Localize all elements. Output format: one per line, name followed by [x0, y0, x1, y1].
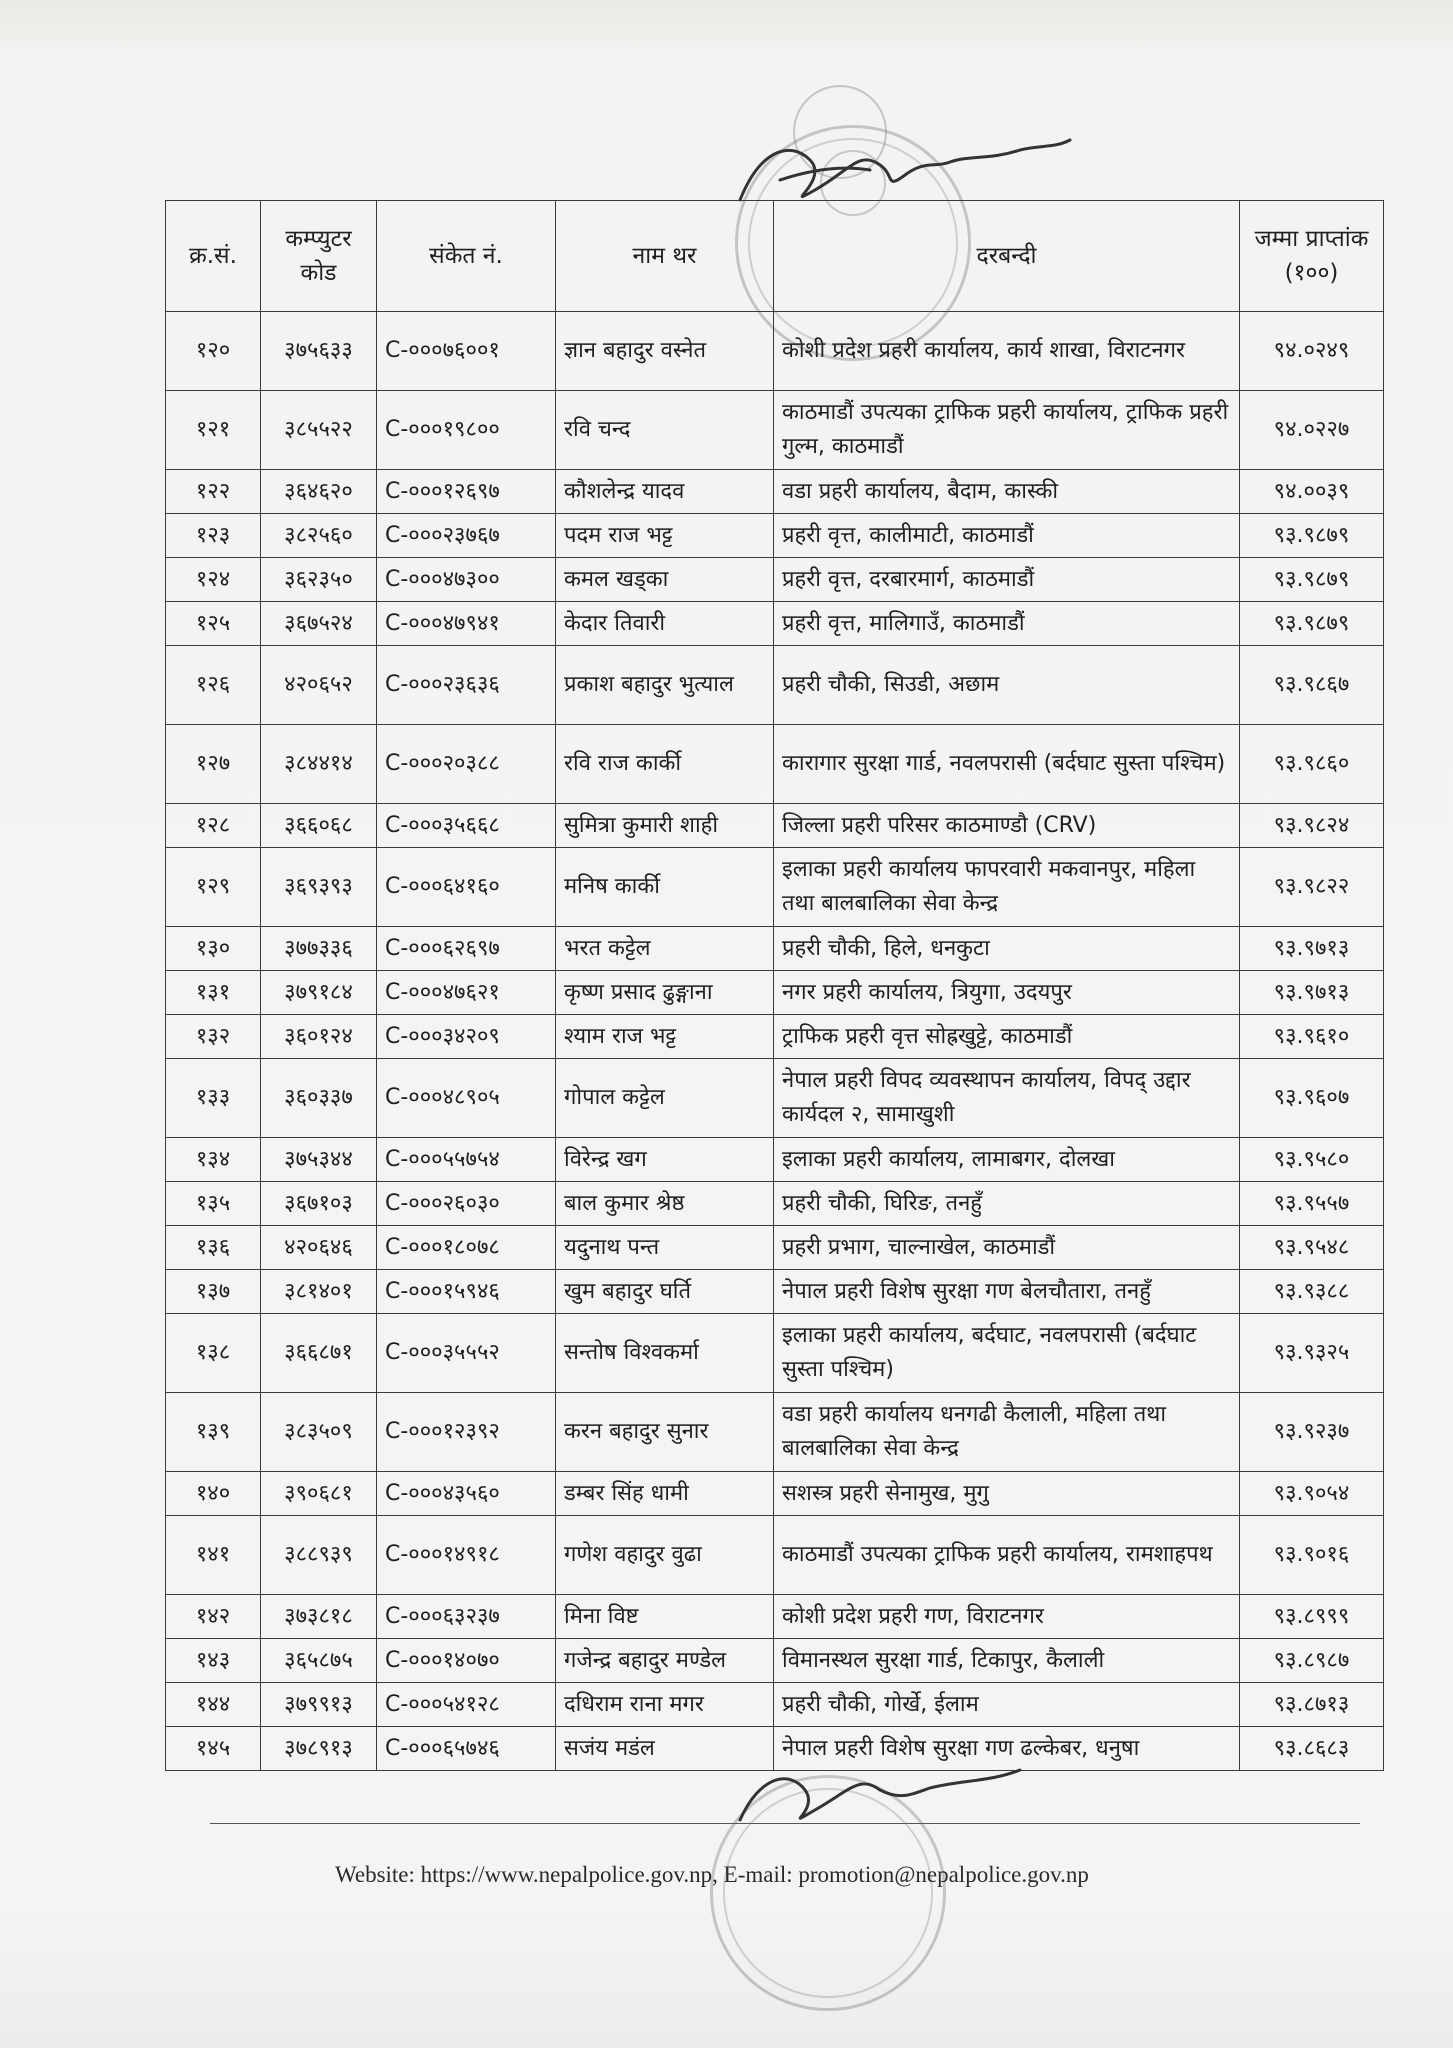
cell-sn: १४४	[166, 1683, 261, 1727]
cell-computer-code: ३८३५०९	[261, 1393, 377, 1472]
cell-sn: १२२	[166, 470, 261, 514]
cell-computer-code: ३७५६३३	[261, 312, 377, 391]
cell-symbol-no: C-०००२६०३०	[377, 1182, 556, 1226]
cell-symbol-no: C-०००५५७५४	[377, 1138, 556, 1182]
table-row	[166, 391, 1384, 470]
cell-computer-code: ३८४४१४	[261, 725, 377, 804]
table-row	[166, 1226, 1384, 1270]
cell-total-score: ९३.९८६७	[1240, 646, 1384, 725]
cell-name: भरत कट्टेल	[556, 927, 774, 971]
cell-computer-code: ३८८९३९	[261, 1516, 377, 1595]
cell-computer-code: ४२०६५२	[261, 646, 377, 725]
cell-symbol-no: C-०००४७३००	[377, 558, 556, 602]
table-row	[166, 1270, 1384, 1314]
cell-posting: प्रहरी चौकी, गोर्खे, ईलाम	[774, 1683, 1240, 1727]
cell-posting: प्रहरी चौकी, हिले, धनकुटा	[774, 927, 1240, 971]
cell-sn: १४२	[166, 1595, 261, 1639]
header-sn: क्र.सं.	[166, 201, 261, 312]
cell-sn: १४३	[166, 1639, 261, 1683]
table-row	[166, 1393, 1384, 1472]
cell-posting: नेपाल प्रहरी विशेष सुरक्षा गण बेलचौतारा, तनहुँ	[774, 1270, 1240, 1314]
cell-symbol-no: C-०००६४१६०	[377, 848, 556, 927]
cell-sn: १२९	[166, 848, 261, 927]
table-row	[166, 470, 1384, 514]
cell-total-score: ९३.९८२४	[1240, 804, 1384, 848]
cell-sn: १२४	[166, 558, 261, 602]
cell-name: गणेश वहादुर वुढा	[556, 1516, 774, 1595]
cell-posting: इलाका प्रहरी कार्यालय, लामाबगर, दोलखा	[774, 1138, 1240, 1182]
cell-name: सुमित्रा कुमारी शाही	[556, 804, 774, 848]
table-row	[166, 1138, 1384, 1182]
cell-posting: विमानस्थल सुरक्षा गार्ड, टिकापुर, कैलाली	[774, 1639, 1240, 1683]
table-row	[166, 971, 1384, 1015]
cell-name: खुम बहादुर घर्ति	[556, 1270, 774, 1314]
cell-name: सजंय मडंल	[556, 1727, 774, 1771]
cell-total-score: ९३.९८७९	[1240, 514, 1384, 558]
cell-name: सन्तोष विश्वकर्मा	[556, 1314, 774, 1393]
cell-name: डम्बर सिंह धामी	[556, 1472, 774, 1516]
cell-total-score: ९३.८६८३	[1240, 1727, 1384, 1771]
cell-sn: १२६	[166, 646, 261, 725]
cell-posting: प्रहरी चौकी, सिउडी, अछाम	[774, 646, 1240, 725]
cell-sn: १४०	[166, 1472, 261, 1516]
cell-posting: ट्राफिक प्रहरी वृत्त सोह्रखुट्टे, काठमाडौं	[774, 1015, 1240, 1059]
cell-name: श्याम राज भट्ट	[556, 1015, 774, 1059]
cell-posting: जिल्ला प्रहरी परिसर काठमाण्डौ (CRV)	[774, 804, 1240, 848]
cell-total-score: ९३.८९८७	[1240, 1639, 1384, 1683]
cell-posting: कोशी प्रदेश प्रहरी कार्यालय, कार्य शाखा, विराटनगर	[774, 312, 1240, 391]
table-row	[166, 1015, 1384, 1059]
cell-total-score: ९३.९८७९	[1240, 558, 1384, 602]
cell-sn: १३४	[166, 1138, 261, 1182]
table-row	[166, 1639, 1384, 1683]
cell-sn: १४१	[166, 1516, 261, 1595]
table-row	[166, 1683, 1384, 1727]
cell-sn: १४५	[166, 1727, 261, 1771]
cell-symbol-no: C-०००१४०७०	[377, 1639, 556, 1683]
cell-posting: प्रहरी चौकी, घिरिङ, तनहुँ	[774, 1182, 1240, 1226]
table-row	[166, 1516, 1384, 1595]
cell-sn: १३७	[166, 1270, 261, 1314]
cell-sn: १३३	[166, 1059, 261, 1138]
cell-computer-code: ३८१४०१	[261, 1270, 377, 1314]
cell-name: ज्ञान बहादुर वस्नेत	[556, 312, 774, 391]
cell-computer-code: ३८५५२२	[261, 391, 377, 470]
cell-symbol-no: C-०००१४९१८	[377, 1516, 556, 1595]
cell-posting: नगर प्रहरी कार्यालय, त्रियुगा, उदयपुर	[774, 971, 1240, 1015]
cell-sn: १२०	[166, 312, 261, 391]
cell-computer-code: ३७८९१३	[261, 1727, 377, 1771]
table-row	[166, 725, 1384, 804]
cell-posting: नेपाल प्रहरी विपद व्यवस्थापन कार्यालय, विपद् उद्दार कार्यदल २, सामाखुशी	[774, 1059, 1240, 1138]
table-row	[166, 848, 1384, 927]
cell-name: केदार तिवारी	[556, 602, 774, 646]
cell-name: गजेन्द्र बहादुर मण्डेल	[556, 1639, 774, 1683]
cell-name: रवि चन्द	[556, 391, 774, 470]
cell-posting: कारागार सुरक्षा गार्ड, नवलपरासी (बर्दघाट सुस्ता पश्चिम)	[774, 725, 1240, 804]
cell-sn: १३०	[166, 927, 261, 971]
cell-posting: इलाका प्रहरी कार्यालय, बर्दघाट, नवलपरासी (बर्दघाट सुस्ता पश्चिम)	[774, 1314, 1240, 1393]
cell-posting: प्रहरी वृत्त, मालिगाउँ, काठमाडौं	[774, 602, 1240, 646]
cell-computer-code: ३७९१८४	[261, 971, 377, 1015]
cell-symbol-no: C-०००१९८००	[377, 391, 556, 470]
cell-total-score: ९४.००३९	[1240, 470, 1384, 514]
cell-symbol-no: C-०००५४१२८	[377, 1683, 556, 1727]
cell-computer-code: ३७९९१३	[261, 1683, 377, 1727]
cell-name: विरेन्द्र खग	[556, 1138, 774, 1182]
cell-computer-code: ३६०१२४	[261, 1015, 377, 1059]
cell-total-score: ९४.०२४९	[1240, 312, 1384, 391]
cell-total-score: ९३.९७१३	[1240, 927, 1384, 971]
cell-name: कृष्ण प्रसाद ढुङ्गाना	[556, 971, 774, 1015]
cell-name: गोपाल कट्टेल	[556, 1059, 774, 1138]
table-row	[166, 1059, 1384, 1138]
cell-name: मिना विष्ट	[556, 1595, 774, 1639]
bottom-signature	[720, 1750, 1040, 1840]
cell-total-score: ९३.८९९९	[1240, 1595, 1384, 1639]
cell-posting: प्रहरी प्रभाग, चाल्नाखेल, काठमाडौं	[774, 1226, 1240, 1270]
cell-name: करन बहादुर सुनार	[556, 1393, 774, 1472]
cell-computer-code: ३९०६८१	[261, 1472, 377, 1516]
cell-sn: १२३	[166, 514, 261, 558]
results-table	[165, 200, 1384, 1771]
cell-computer-code: ३८२५६०	[261, 514, 377, 558]
cell-posting: काठमाडौं उपत्यका ट्राफिक प्रहरी कार्यालय, ट्राफिक प्रहरी गुल्म, काठमाडौं	[774, 391, 1240, 470]
cell-symbol-no: C-०००४७९४१	[377, 602, 556, 646]
cell-sn: १३२	[166, 1015, 261, 1059]
cell-symbol-no: C-०००६३२३७	[377, 1595, 556, 1639]
cell-total-score: ९३.९७१३	[1240, 971, 1384, 1015]
cell-symbol-no: C-०००२३६३६	[377, 646, 556, 725]
footer-divider	[210, 1823, 1360, 1824]
cell-posting: सशस्त्र प्रहरी सेनामुख, मुगु	[774, 1472, 1240, 1516]
cell-total-score: ९३.९३८८	[1240, 1270, 1384, 1314]
table-row	[166, 558, 1384, 602]
cell-symbol-no: C-०००७६००१	[377, 312, 556, 391]
cell-total-score: ९३.९८६०	[1240, 725, 1384, 804]
cell-sn: १२७	[166, 725, 261, 804]
cell-symbol-no: C-०००४७६२१	[377, 971, 556, 1015]
table-row	[166, 1595, 1384, 1639]
cell-symbol-no: C-०००६५७४६	[377, 1727, 556, 1771]
cell-symbol-no: C-०००४८९०५	[377, 1059, 556, 1138]
cell-sn: १२८	[166, 804, 261, 848]
cell-name: पदम राज भट्ट	[556, 514, 774, 558]
cell-computer-code: ३६७५२४	[261, 602, 377, 646]
table-row	[166, 1182, 1384, 1226]
cell-total-score: ९३.८७१३	[1240, 1683, 1384, 1727]
cell-name: यदुनाथ पन्त	[556, 1226, 774, 1270]
table-row	[166, 927, 1384, 971]
cell-symbol-no: C-०००२०३८८	[377, 725, 556, 804]
cell-symbol-no: C-०००३५५५२	[377, 1314, 556, 1393]
table-row	[166, 312, 1384, 391]
cell-name: कमल खड्का	[556, 558, 774, 602]
cell-posting: इलाका प्रहरी कार्यालय फापरवारी मकवानपुर, महिला तथा बालबालिका सेवा केन्द्र	[774, 848, 1240, 927]
cell-computer-code: ३७५३४४	[261, 1138, 377, 1182]
cell-computer-code: ३६७१०३	[261, 1182, 377, 1226]
table-row	[166, 602, 1384, 646]
cell-name: मनिष कार्की	[556, 848, 774, 927]
table-row	[166, 514, 1384, 558]
cell-symbol-no: C-०००१२३९२	[377, 1393, 556, 1472]
cell-total-score: ९३.९०१६	[1240, 1516, 1384, 1595]
cell-total-score: ९३.९५४८	[1240, 1226, 1384, 1270]
cell-computer-code: ३६६८७१	[261, 1314, 377, 1393]
header-symbol-no: संकेत नं.	[377, 201, 556, 312]
cell-posting: नेपाल प्रहरी विशेष सुरक्षा गण ढल्केबर, धनुषा	[774, 1727, 1240, 1771]
cell-total-score: ९३.९२३७	[1240, 1393, 1384, 1472]
cell-name: बाल कुमार श्रेष्ठ	[556, 1182, 774, 1226]
cell-total-score: ९३.९०५४	[1240, 1472, 1384, 1516]
cell-total-score: ९३.९८७९	[1240, 602, 1384, 646]
cell-symbol-no: C-०००३५६६८	[377, 804, 556, 848]
cell-total-score: ९३.९६०७	[1240, 1059, 1384, 1138]
cell-posting: प्रहरी वृत्त, दरबारमार्ग, काठमाडौं	[774, 558, 1240, 602]
cell-symbol-no: C-०००२३७६७	[377, 514, 556, 558]
cell-total-score: ९४.०२२७	[1240, 391, 1384, 470]
cell-total-score: ९३.९६१०	[1240, 1015, 1384, 1059]
cell-total-score: ९३.९८२२	[1240, 848, 1384, 927]
cell-sn: १३६	[166, 1226, 261, 1270]
cell-symbol-no: C-०००१२६९७	[377, 470, 556, 514]
header-posting: दरबन्दी	[774, 201, 1240, 312]
cell-sn: १३९	[166, 1393, 261, 1472]
table-header-row	[166, 201, 1384, 312]
cell-name: दधिराम राना मगर	[556, 1683, 774, 1727]
cell-name: प्रकाश बहादुर भुत्याल	[556, 646, 774, 725]
header-total-score: जम्मा प्राप्तांक (१००)	[1240, 201, 1384, 312]
table-row	[166, 804, 1384, 848]
cell-computer-code: ३७३८१८	[261, 1595, 377, 1639]
cell-sn: १२१	[166, 391, 261, 470]
cell-posting: वडा प्रहरी कार्यालय, बैदाम, कास्की	[774, 470, 1240, 514]
cell-sn: १३८	[166, 1314, 261, 1393]
cell-sn: १३५	[166, 1182, 261, 1226]
cell-computer-code: ३६०३३७	[261, 1059, 377, 1138]
header-computer-code: कम्प्युटर कोड	[261, 201, 377, 312]
header-name: नाम थर	[556, 201, 774, 312]
cell-posting: प्रहरी वृत्त, कालीमाटी, काठमाडौं	[774, 514, 1240, 558]
table-row	[166, 646, 1384, 725]
table-row	[166, 1472, 1384, 1516]
cell-computer-code: ३७७३३६	[261, 927, 377, 971]
cell-computer-code: ३६२३५०	[261, 558, 377, 602]
cell-total-score: ९३.९३२५	[1240, 1314, 1384, 1393]
cell-symbol-no: C-०००१८०७८	[377, 1226, 556, 1270]
cell-sn: १३१	[166, 971, 261, 1015]
cell-symbol-no: C-०००३४२०९	[377, 1015, 556, 1059]
cell-posting: काठमाडौं उपत्यका ट्राफिक प्रहरी कार्यालय, रामशाहपथ	[774, 1516, 1240, 1595]
cell-name: कौशलेन्द्र यादव	[556, 470, 774, 514]
cell-sn: १२५	[166, 602, 261, 646]
footer-website: Website: https://www.nepalpolice.gov.np, E-mail: promotion@nepalpolice.gov.np	[335, 1862, 1089, 1887]
cell-computer-code: ३६५८७५	[261, 1639, 377, 1683]
table-row	[166, 1314, 1384, 1393]
cell-posting: कोशी प्रदेश प्रहरी गण, विराटनगर	[774, 1595, 1240, 1639]
cell-computer-code: ४२०६४६	[261, 1226, 377, 1270]
cell-total-score: ९३.९५५७	[1240, 1182, 1384, 1226]
cell-posting: वडा प्रहरी कार्यालय धनगढी कैलाली, महिला तथा बालबालिका सेवा केन्द्र	[774, 1393, 1240, 1472]
cell-computer-code: ३६४६२०	[261, 470, 377, 514]
cell-name: रवि राज कार्की	[556, 725, 774, 804]
cell-computer-code: ३६९३९३	[261, 848, 377, 927]
cell-computer-code: ३६६०६८	[261, 804, 377, 848]
cell-symbol-no: C-०००६२६९७	[377, 927, 556, 971]
cell-symbol-no: C-०००१५९४६	[377, 1270, 556, 1314]
cell-symbol-no: C-०००४३५६०	[377, 1472, 556, 1516]
cell-total-score: ९३.९५८०	[1240, 1138, 1384, 1182]
